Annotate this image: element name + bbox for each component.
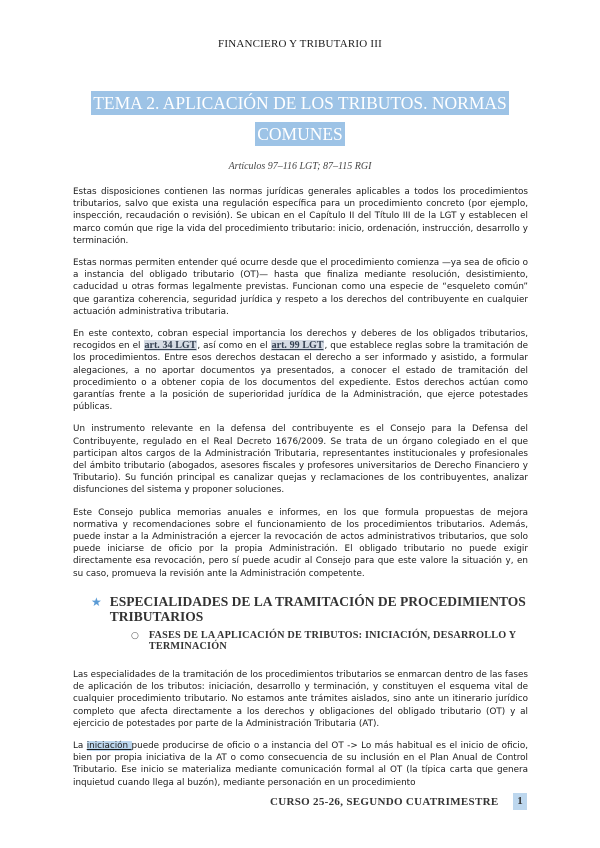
paragraph: Este Consejo publica memorias anuales e informes, en los que formula propuestas de mejora normativa y recomendaciones sobre el funcionamiento de los procedimientos tributarios. Además, puede instar a la Administración a ejercer la revocación de actos administrativos tributarios, que solo puede iniciarse de oficio por la propia Administración. El obligado tributario no puede exigir directamente esa revocación, pero sí puede acudir al Consejo para que este valore la situación y, en su caso, promueva la revisión ante la Administración competente. <box>73 507 528 579</box>
law-reference-link[interactable]: art. 34 LGT <box>144 340 197 352</box>
circle-icon: ○ <box>131 630 139 641</box>
paragraph: Estas disposiciones contienen las normas jurídicas generales aplicables a todos los procedimientos tributarios, salvo que exista una regulación específica para un procedimiento concreto (por ejemplo, inspección, recaudación o revisión). Se ubican en el Capítulo II del Título III de la LGT y establecen el marco común que rige la vida del procedimiento tributario: inicio, ordenación, instrucción, desarrollo y terminación. <box>73 187 528 246</box>
highlighted-term: iniciación <box>86 740 132 751</box>
paragraph-text: puede producirse de oficio o a instancia del OT -> Lo más habitual es el inicio de oficio, bien por propia iniciativa de la AT o como consecuencia de su inclusión en el Plan Anual de Control Tributario. Ese inicio se materializa mediante comunicación formal al OT (la típica carta que genera inquietud cuando llega al buzón), mediante personación en un procedimiento <box>73 740 528 788</box>
paragraph-text: , que establece reglas sobre la tramitación de los procedimientos. Entre esos derechos destacan el derecho a ser informado y asistido, a formular alegaciones, a no aportar documentos ya presentados, a conocer el estado de tramitación del procedimiento o a obtener copia de los documentos del expediente. Estos derechos actúan como garantías frente a la posición de superioridad jurídica de la Administración, que ejerce potestades públicas. <box>73 341 529 413</box>
page-subtitle: Artículos 97–116 LGT; 87–115 RGI <box>228 161 372 172</box>
page-footer: CURSO 25-26, SEGUNDO CUATRIMESTRE <box>270 796 499 808</box>
document-body <box>73 186 528 799</box>
paragraph: Las especialidades de la tramitación de los procedimientos tributarios se enmarcan dentro de las fases de aplicación de los tributos: iniciación, desarrollo y terminación, y constituyen el esquema vital de cualquier procedimiento tributario. No estamos ante trámites aislados, sino ante un itinerario jurídico completo que afecta directamente a los derechos y obligaciones del obligado tributario (OT) y al ejercicio de potestades por parte de la Administración Tributaria (AT). <box>73 669 529 729</box>
page-number: 1 <box>513 793 527 810</box>
page-header: FINANCIERO Y TRIBUTARIO III <box>218 38 382 50</box>
section-heading <box>91 594 528 624</box>
page-title-text: TEMA 2. APLICACIÓN DE LOS TRIBUTOS. NORMAS COMUNES <box>93 93 507 144</box>
paragraph <box>73 740 528 789</box>
subsection-heading <box>131 630 528 653</box>
paragraph-text: , así como en el <box>197 341 271 352</box>
paragraph-text: En este contexto, cobran especial importancia los derechos y deberes de los obligados tributarios, recogidos en el <box>73 329 528 352</box>
subsection-heading-text: FASES DE LA APLICACIÓN DE TRIBUTOS: INICIACIÓN, DESARROLLO Y TERMINACIÓN <box>148 629 516 653</box>
law-reference-link[interactable]: art. 99 LGT <box>271 340 324 352</box>
section-heading-text: ESPECIALIDADES DE LA TRAMITACIÓN DE PROCEDIMIENTOS TRIBUTARIOS <box>109 593 526 624</box>
paragraph: Un instrumento relevante en la defensa del contribuyente es el Consejo para la Defensa del Contribuyente, regulado en el Real Decreto 1676/2009. Se trata de un órgano colegiado en el que participan altos cargos de la Administración Tributaria, representantes institucionales y profesionales del ámbito tributario (abogados, asesores fiscales y profesores universitarios de Derecho Financiero y Tributario). Su función principal es canalizar quejas y reclamaciones de los contribuyentes, analizar disfunciones del sistema y proponer soluciones. <box>73 424 528 496</box>
paragraph: Estas normas permiten entender qué ocurre desde que el procedimiento comienza —ya sea de oficio o a instancia del obligado tributario (OT)— hasta que finaliza mediante resolución, desistimiento, caducidad u otras formas legalmente previstas. Funcionan como una especie de “esqueleto común” que garantiza coherencia, seguridad jurídica y respeto a los derechos del contribuyente en cualquier actuación administrativa tributaria. <box>73 258 528 317</box>
star-icon: ★ <box>91 594 102 609</box>
page-title <box>60 88 540 150</box>
paragraph <box>73 328 528 413</box>
paragraph-text: La <box>73 740 87 751</box>
